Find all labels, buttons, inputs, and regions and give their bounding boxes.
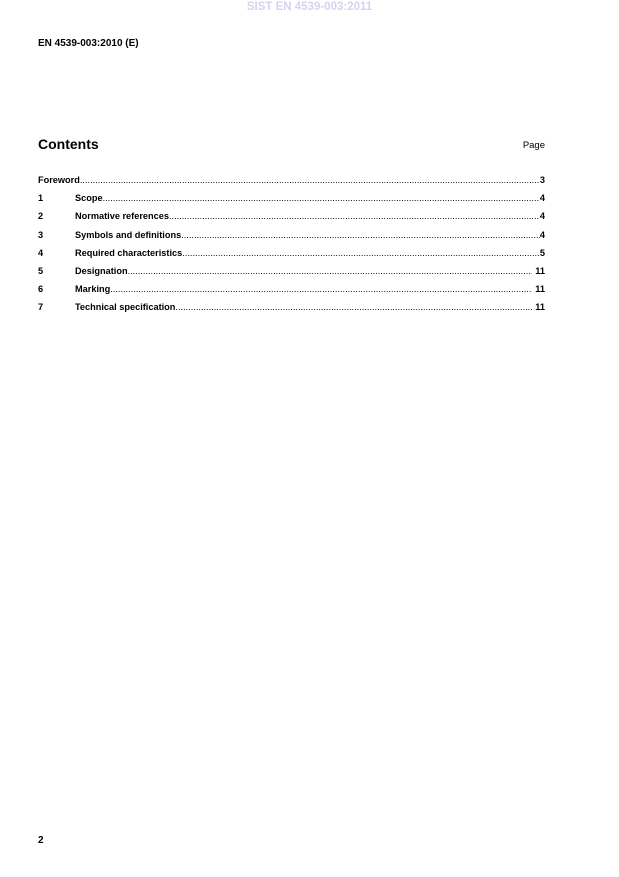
dot-leader [182,248,540,258]
toc-entry-title: Foreword [38,175,80,185]
toc-entry-page: 11 [535,302,545,313]
toc-entry-number: 3 [38,229,44,240]
toc-entry-title: Normative references [75,211,169,222]
watermark: SIST EN 4539-003:2011 [246,1,373,13]
toc-entry-page: 4 [539,229,545,240]
page-number: 2 [38,835,44,846]
toc-entry-number: 7 [38,302,44,313]
toc-entry-page: 5 [539,247,545,258]
toc-entry-page: 11 [535,284,545,295]
toc-entry-page: 3 [539,175,545,185]
dot-leader [181,230,540,240]
dot-leader [128,266,533,276]
toc-entry-number: 4 [38,247,44,258]
toc-entry-number: 6 [38,284,44,295]
toc-entry-normative-references[interactable] [38,211,545,229]
toc-entry-required-characteristics[interactable] [38,248,545,266]
toc-entry-page: 4 [539,193,545,204]
toc-entry-title: Designation [75,265,128,276]
toc-entry-symbols-definitions[interactable] [38,230,545,248]
page-column-label: Page [522,140,545,151]
dot-leader [169,211,540,221]
toc-entry-number: 5 [38,265,44,276]
toc-entry-title: Symbols and definitions [75,229,182,240]
toc-entry-page: 4 [539,211,545,222]
toc-entry-scope[interactable] [38,193,545,211]
dot-leader [103,193,540,203]
dot-leader [175,302,532,312]
toc-entry-marking[interactable] [38,284,545,302]
toc-entry-number: 1 [38,193,44,204]
toc-entry-technical-specification[interactable] [38,302,545,320]
toc-entry-title: Technical specification [75,302,176,313]
toc-entry-title: Scope [75,193,103,204]
toc-entry-title: Marking [75,284,111,295]
dot-leader [110,284,532,294]
toc-entry-designation[interactable] [38,266,545,284]
table-of-contents [38,175,545,321]
toc-entry-foreword[interactable] [38,175,545,193]
document-id: EN 4539-003:2010 (E) [38,38,139,49]
contents-heading: Contents [38,136,99,152]
toc-entry-title: Required characteristics [75,247,183,258]
toc-entry-number: 2 [38,211,44,222]
toc-entry-page: 11 [535,265,545,276]
dot-leader [80,175,540,185]
